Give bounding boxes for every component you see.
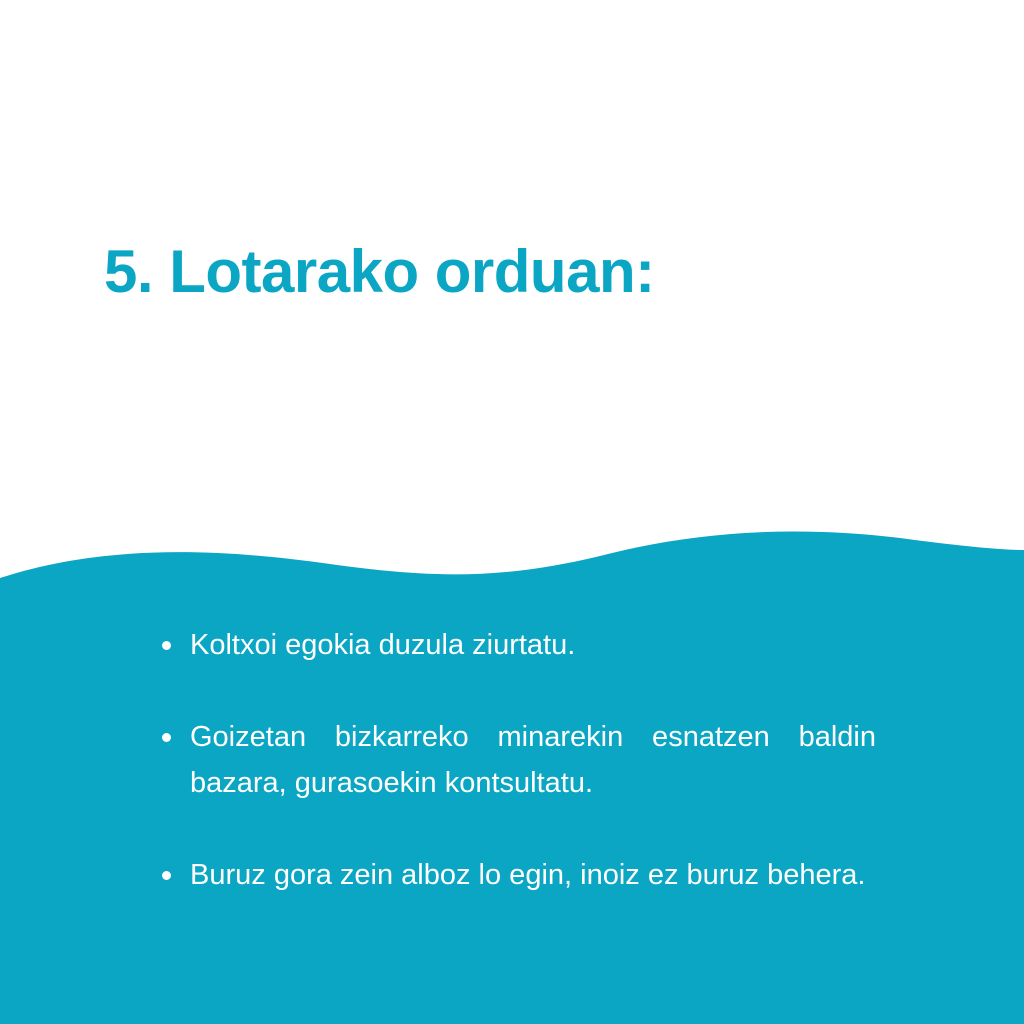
- bullet-icon: [162, 641, 171, 650]
- bullet-text: Koltxoi egokia duzula ziurtatu.: [190, 629, 576, 661]
- page-title: 5. Lotarako orduan:: [104, 238, 655, 305]
- bullet-icon: [162, 733, 171, 742]
- bullet-text: Goizetan bizkarreko minarekin esnatzen baldin bazara, gurasoekin kontsultatu.: [190, 721, 876, 799]
- list-item: [160, 714, 876, 806]
- bullet-list: [160, 622, 876, 898]
- list-item: [160, 622, 876, 668]
- bullet-icon: [162, 871, 171, 880]
- list-item: [160, 852, 876, 898]
- bullet-text: Buruz gora zein alboz lo egin, inoiz ez buruz behera.: [190, 859, 866, 891]
